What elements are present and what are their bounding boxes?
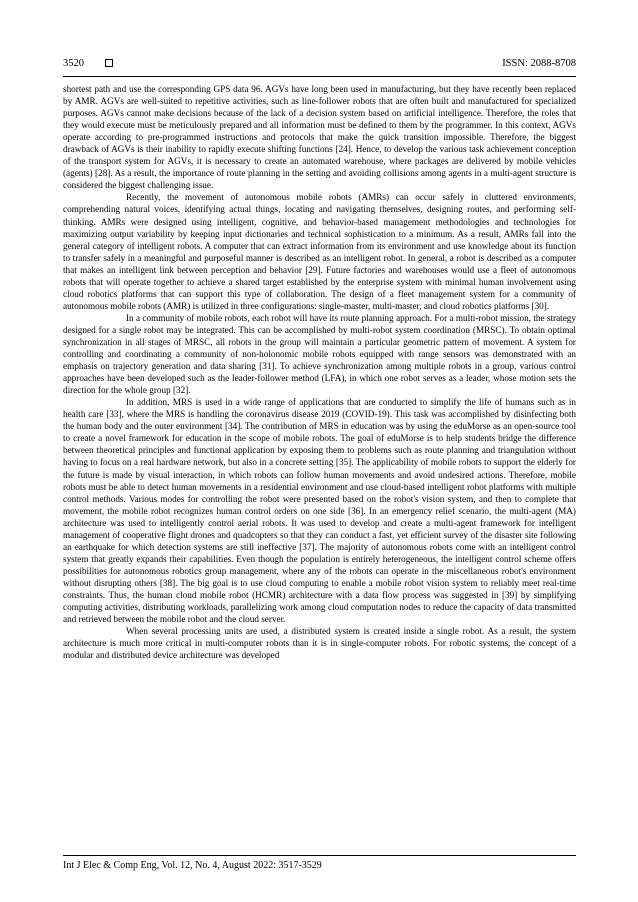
square-bullet-icon — [105, 59, 113, 67]
header-rule — [63, 76, 576, 77]
paragraph: In addition, MRS is used in a wide range of applications that are conducted to simplify the life of humans such as in health care [33], where the MRS is handling the coronavirus disease 2019 (COVID-19). This task was accomplished by disinfecting both the human body and the outer environment [34]. The contribution of MRS in education was by using the eduMorse as an open-source tool to create a novel framework for education in the scope of mobile robots. The goal of eduMorse is to help students bridge the difference between theoretical principles and functional application by exposing them to problems such as route planning and triangulation without having to focus on a real hardware network, but also in a concrete setting [35]. The applicability of mobile robots to support the elderly for the future is made by visual interaction, in which robots can follow human movements and avoid undesired actions. Therefore, mobile robots must be able to detect human movements in a residential environment and use cloud-based intelligent robot platforms with multiple control methods. Various modes for controlling the robot were presented based on the robot's vision system, and then to complete that movement, the mobile robot recognizes human control orders on one side [36]. In an emergency relief scenario, the multi-agent (MA) architecture was used to intelligently control aerial robots. It was used to develop and create a multi-agent framework for intelligent management of cooperative flight drones and quadcopters so that they can conduct a fast, yet efficient survey of the disaster site following an earthquake for which detection systems are still ineffective [37]. The majority of autonomous robots come with an intelligent control system that greatly expands their capabilities. Even though the population is entirely heterogeneous, the intelligent control scheme offers possibilities for autonomous robotics group management, where any of the robots can operate in the miscellaneous robot's environment without disrupting others [38]. The big goal is to use cloud computing to enable a mobile robot vision system to reliably meet real-time constraints. Thus, the human cloud mobile robot (HCMR) architecture with a data flow process was suggested in [39] by simplifying computing activities, distributing workloads, parallelizing work among cloud computation nodes to reduce the capacity of data transmitted and retrieved between the mobile robot and the cloud server. — [63, 397, 576, 625]
paragraph: shortest path and use the corresponding GPS data 96. AGVs have long been used in manufacturing, but they have recently been replaced by AMR. AGVs are well-suited to repetitive activities, such as line-follower robots that are often built and manufactured for specialized purposes. AGVs cannot make decisions because of the lack of a decision system based on artificial intelligence. Therefore, the roles that they would execute must be meticulously prepared and all information must be defined to them by the programmer. In this context, AGVs operate according to pre-programmed instructions and protocols that make the quick transition impossible. Therefore, the biggest drawback of AGVs is their inability to rapidly execute shifting functions [24]. Hence, to develop the various task achievement conception of the transport system for AGVs, it is necessary to create an automated warehouse, where packages are delivered by mobile vehicles (agents) [28]. As a result, the importance of route planning in the setting and avoiding collisions among agents in a multi-agent structure is considered the biggest challenging issue. — [63, 84, 576, 191]
page-number: 3520 — [63, 58, 84, 69]
page-header — [63, 58, 576, 72]
footer-rule — [63, 855, 576, 856]
body-text — [63, 83, 576, 661]
paragraph: Recently, the movement of autonomous mobile robots (AMRs) can occur safely in cluttered environments, comprehending natural voices, identifying actual things, locating and navigating themselves, designing routes, and performing self-thinking. AMRs were designed using intelligent, cognitive, and behavior-based management methodologies and technologies for maximizing output variability by keeping input dictionaries and technical sophistication to a minimum. As a result, AMRs fall into the general category of intelligent robots. A computer that can extract information from its environment and use knowledge about its function to transfer safely in a meaningful and purposeful manner is described as an intelligent robot. In general, a robot is described as a computer that makes an intelligent link between perception and behavior [29]. Future factories and warehouses would use a fleet of autonomous robots that will operate together to achieve a shared target established by the enterprise system with minimal human involvement using cloud robotics platforms that can support this type of collaboration. The design of a fleet management system for a community of autonomous mobile robots (AMR) is utilized in three configurations: single-master, multi-master, and cloud robotics platforms [30]. — [63, 192, 576, 311]
paragraph: When several processing units are used, a distributed system is created inside a single robot. As a result, the system architecture is much more critical in multi-computer robots than it is in single-computer robots. For robotic systems, the concept of a modular and distributed device architecture was developed — [63, 626, 576, 661]
paragraph: In a community of mobile robots, each robot will have its route planning approach. For a multi-robot mission, the strategy designed for a single robot may be integrated. This can be accomplished by multi-robot system coordination (MRSC). To obtain optimal synchronization in all stages of MRSC, all robots in the group will maintain a particular geometric pattern of movement. A system for controlling and coordinating a community of non-holonomic mobile robots equipped with range sensors was demonstrated with an emphasis on trajectory generation and data sharing [31]. To achieve synchronization among multiple robots in a group, various control approaches have been developed such as the leader-follower method (LFA), in which one robot serves as a leader, whose motion sets the direction for the whole group [32]. — [63, 312, 576, 396]
issn-label: ISSN: 2088-8708 — [502, 58, 576, 69]
footer-citation: Int J Elec & Comp Eng, Vol. 12, No. 4, August 2022: 3517-3529 — [63, 860, 322, 871]
